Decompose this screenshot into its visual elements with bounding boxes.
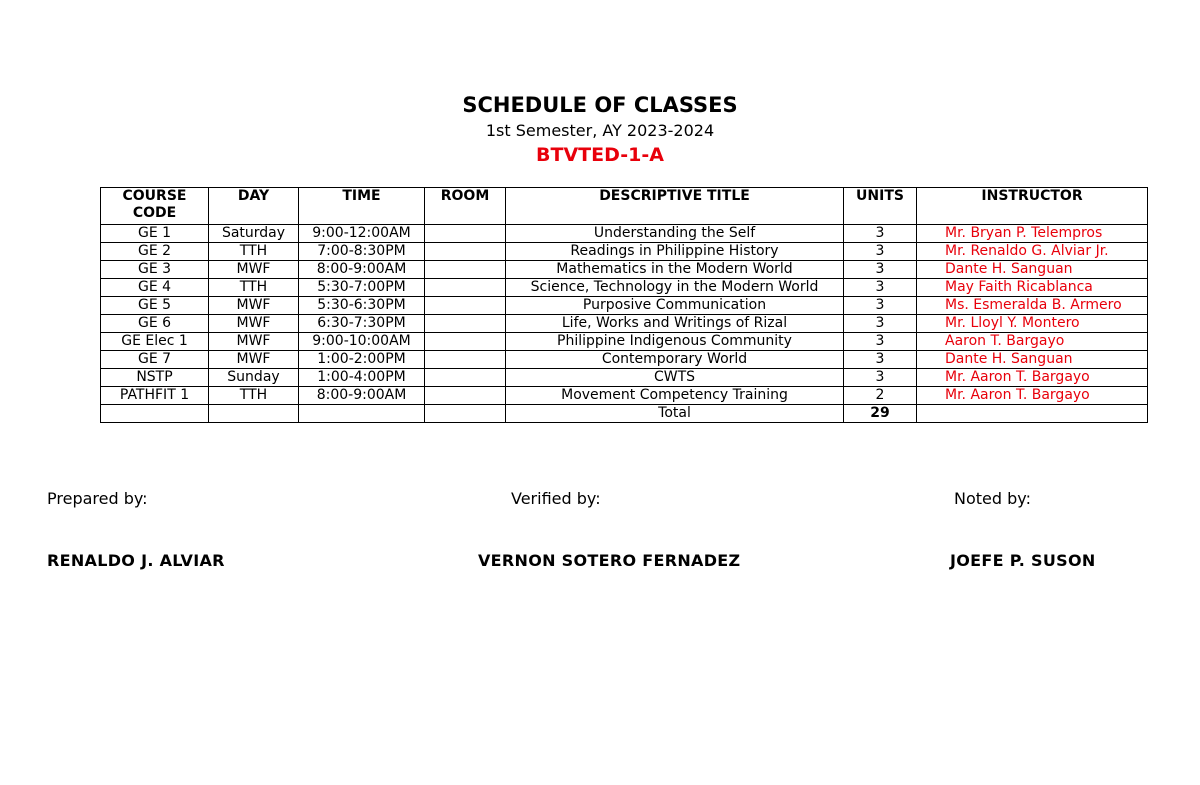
col-day: DAY bbox=[209, 188, 299, 225]
verified-by-label: Verified by: bbox=[511, 489, 601, 508]
cell-code: PATHFIT 1 bbox=[101, 387, 209, 405]
cell-room bbox=[425, 369, 506, 387]
cell-code: NSTP bbox=[101, 369, 209, 387]
cell-units: 3 bbox=[844, 279, 917, 297]
cell-instructor: Mr. Bryan P. Telempros bbox=[917, 225, 1148, 243]
prepared-by-label: Prepared by: bbox=[47, 489, 148, 508]
cell-day: TTH bbox=[209, 279, 299, 297]
cell-room bbox=[425, 243, 506, 261]
cell-room bbox=[425, 225, 506, 243]
col-descriptive-title: DESCRIPTIVE TITLE bbox=[506, 188, 844, 225]
table-row bbox=[101, 225, 1148, 243]
cell-instructor: Ms. Esmeralda B. Armero bbox=[917, 297, 1148, 315]
cell-day: MWF bbox=[209, 333, 299, 351]
noted-by-label: Noted by: bbox=[954, 489, 1031, 508]
cell-day: MWF bbox=[209, 351, 299, 369]
cell-room bbox=[425, 315, 506, 333]
header-row bbox=[101, 188, 1148, 225]
cell-room bbox=[425, 333, 506, 351]
col-course-code bbox=[101, 188, 209, 225]
total-units: 29 bbox=[844, 405, 917, 423]
table-row bbox=[101, 369, 1148, 387]
cell-time: 9:00-10:00AM bbox=[299, 333, 425, 351]
cell-room bbox=[425, 279, 506, 297]
cell-day: MWF bbox=[209, 315, 299, 333]
schedule-table bbox=[100, 187, 1148, 423]
total-row bbox=[101, 405, 1148, 423]
cell-instructor: Mr. Renaldo G. Alviar Jr. bbox=[917, 243, 1148, 261]
table-header bbox=[101, 188, 1148, 225]
col-time: TIME bbox=[299, 188, 425, 225]
cell-title: Life, Works and Writings of Rizal bbox=[506, 315, 844, 333]
cell-empty bbox=[209, 405, 299, 423]
cell-instructor: Mr. Aaron T. Bargayo bbox=[917, 369, 1148, 387]
cell-time: 5:30-7:00PM bbox=[299, 279, 425, 297]
cell-code: GE 2 bbox=[101, 243, 209, 261]
cell-units: 2 bbox=[844, 387, 917, 405]
verified-by-name: VERNON SOTERO FERNADEZ bbox=[478, 551, 741, 570]
cell-title: Mathematics in the Modern World bbox=[506, 261, 844, 279]
cell-day: MWF bbox=[209, 297, 299, 315]
col-units: UNITS bbox=[844, 188, 917, 225]
cell-day: Saturday bbox=[209, 225, 299, 243]
cell-units: 3 bbox=[844, 333, 917, 351]
semester-subtitle: 1st Semester, AY 2023-2024 bbox=[485, 121, 715, 140]
section-code: BTVTED-1-A bbox=[536, 144, 664, 166]
cell-instructor: Mr. Aaron T. Bargayo bbox=[917, 387, 1148, 405]
cell-time: 1:00-2:00PM bbox=[299, 351, 425, 369]
cell-day: TTH bbox=[209, 387, 299, 405]
cell-title: Science, Technology in the Modern World bbox=[506, 279, 844, 297]
cell-instructor: Dante H. Sanguan bbox=[917, 351, 1148, 369]
cell-empty bbox=[299, 405, 425, 423]
cell-room bbox=[425, 387, 506, 405]
cell-title: Readings in Philippine History bbox=[506, 243, 844, 261]
cell-empty bbox=[425, 405, 506, 423]
table-body bbox=[101, 225, 1148, 423]
cell-room bbox=[425, 297, 506, 315]
document-title: SCHEDULE OF CLASSES bbox=[462, 93, 738, 117]
cell-time: 5:30-6:30PM bbox=[299, 297, 425, 315]
col-room: ROOM bbox=[425, 188, 506, 225]
cell-day: TTH bbox=[209, 243, 299, 261]
table-row bbox=[101, 279, 1148, 297]
cell-units: 3 bbox=[844, 243, 917, 261]
cell-room bbox=[425, 351, 506, 369]
total-label: Total bbox=[506, 405, 844, 423]
table-row bbox=[101, 333, 1148, 351]
cell-instructor: Mr. Lloyl Y. Montero bbox=[917, 315, 1148, 333]
table-row bbox=[101, 261, 1148, 279]
cell-code: GE 7 bbox=[101, 351, 209, 369]
cell-empty bbox=[917, 405, 1148, 423]
table-row bbox=[101, 243, 1148, 261]
col-course-code-line1: COURSE bbox=[122, 188, 187, 204]
cell-time: 1:00-4:00PM bbox=[299, 369, 425, 387]
cell-title: Contemporary World bbox=[506, 351, 844, 369]
cell-time: 8:00-9:00AM bbox=[299, 387, 425, 405]
cell-units: 3 bbox=[844, 261, 917, 279]
cell-title: Understanding the Self bbox=[506, 225, 844, 243]
noted-by-name: JOEFE P. SUSON bbox=[950, 551, 1096, 570]
cell-day: Sunday bbox=[209, 369, 299, 387]
cell-units: 3 bbox=[844, 225, 917, 243]
table-row bbox=[101, 387, 1148, 405]
cell-units: 3 bbox=[844, 351, 917, 369]
col-instructor: INSTRUCTOR bbox=[917, 188, 1148, 225]
cell-instructor: May Faith Ricablanca bbox=[917, 279, 1148, 297]
cell-units: 3 bbox=[844, 297, 917, 315]
cell-time: 9:00-12:00AM bbox=[299, 225, 425, 243]
cell-title: Purposive Communication bbox=[506, 297, 844, 315]
table-row bbox=[101, 351, 1148, 369]
cell-time: 8:00-9:00AM bbox=[299, 261, 425, 279]
cell-units: 3 bbox=[844, 315, 917, 333]
cell-time: 6:30-7:30PM bbox=[299, 315, 425, 333]
cell-code: GE Elec 1 bbox=[101, 333, 209, 351]
cell-units: 3 bbox=[844, 369, 917, 387]
cell-code: GE 3 bbox=[101, 261, 209, 279]
cell-title: CWTS bbox=[506, 369, 844, 387]
cell-instructor: Aaron T. Bargayo bbox=[917, 333, 1148, 351]
cell-time: 7:00-8:30PM bbox=[299, 243, 425, 261]
col-course-code-line2: CODE bbox=[132, 205, 177, 221]
cell-title: Movement Competency Training bbox=[506, 387, 844, 405]
cell-room bbox=[425, 261, 506, 279]
cell-code: GE 5 bbox=[101, 297, 209, 315]
prepared-by-name: RENALDO J. ALVIAR bbox=[47, 551, 225, 570]
cell-title: Philippine Indigenous Community bbox=[506, 333, 844, 351]
cell-empty bbox=[101, 405, 209, 423]
cell-day: MWF bbox=[209, 261, 299, 279]
cell-code: GE 4 bbox=[101, 279, 209, 297]
table-row bbox=[101, 315, 1148, 333]
table-row bbox=[101, 297, 1148, 315]
cell-instructor: Dante H. Sanguan bbox=[917, 261, 1148, 279]
cell-code: GE 6 bbox=[101, 315, 209, 333]
cell-code: GE 1 bbox=[101, 225, 209, 243]
